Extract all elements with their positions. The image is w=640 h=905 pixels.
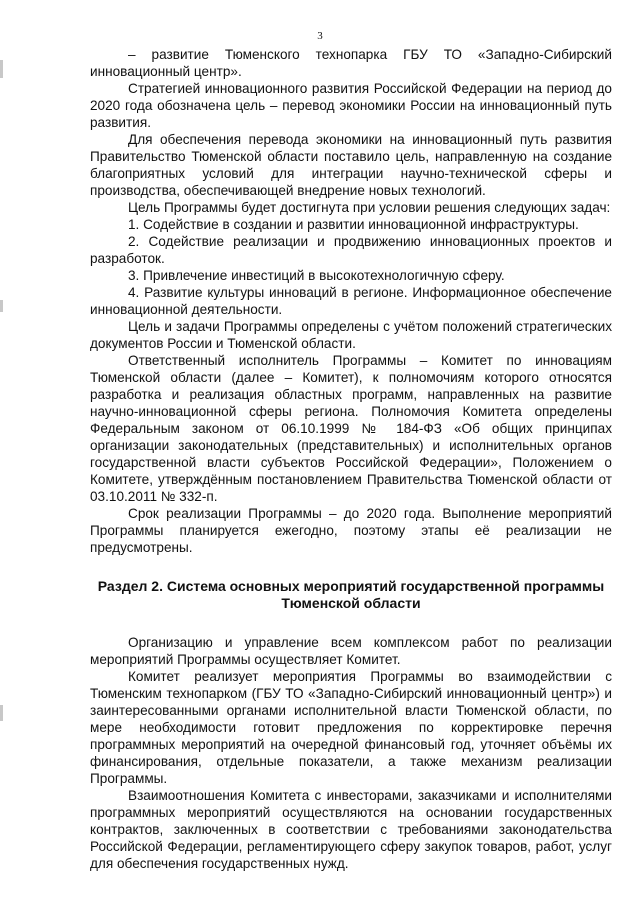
list-item: 2. Содействие реализации и продвижению инновационных проектов и разработок. [90, 234, 612, 266]
paragraph: – развитие Тюменского технопарка ГБУ ТО «Западно-Сибирский инновационный центр». [90, 47, 612, 79]
scan-edge-mark [0, 705, 3, 721]
paragraph: Цель и задачи Программы определены с учётом положений стратегических документов России и Тюменской области. [90, 319, 612, 351]
list-item: 1. Содействие в создании и развитии инновационной инфраструктуры. [128, 217, 579, 232]
paragraph: Срок реализации Программы – до 2020 года. Выполнение мероприятий Программы планируется ежегодно, поэтому этапы её реализации не предусмотрены. [90, 506, 612, 555]
scan-edge-mark [0, 300, 3, 312]
paragraph: Комитет реализует мероприятия Программы во взаимодействии с Тюменским технопарком (ГБУ ТО «Западно-Сибирский инновационный центр») и заинтересованными органами исполнительной власти Тюменской области, по мере необходимости готовит предложения по корректировке перечня программных мероприятий на очередной финансовый год, уточняет объёмы их финансирования, отдельные показатели, а также механизм реализации Программы. [90, 669, 612, 786]
paragraph: Ответственный исполнитель Программы – Комитет по инновациям Тюменской области (далее – Комитет), к полномочиям которого относятся разработка и реализация областных программ, направленных на развитие научно-инновационной сферы региона. Полномочия Комитета определены Федеральным законом от 06.10.1999 № 184-ФЗ «Об общих принципах организации законодательных (представительных) и исполнительных органов государственной власти субъектов Российской Федерации», Положением о Комитете, утверждённым постановлением Правительства Тюменской области от 03.10.2011 № 332-п. [90, 353, 612, 504]
paragraph: Цель Программы будет достигнута при условии решения следующих задач: [128, 200, 611, 215]
paragraph: Организацию и управление всем комплексом работ по реализации мероприятий Программы осуществляет Комитет. [90, 635, 612, 667]
list-item: 4. Развитие культуры инноваций в регионе. Информационное обеспечение инновационной деятельности. [90, 285, 612, 317]
document-body [90, 46, 612, 872]
paragraph: Стратегией инновационного развития Российской Федерации на период до 2020 года обозначена цель – перевод экономики России на инновационный путь развития. [90, 81, 612, 130]
page-number: 3 [317, 30, 323, 42]
paragraph: Для обеспечения перевода экономики на инновационный путь развития Правительство Тюменской области поставило цель, направленную на создание благоприятных условий для интеграции научно-технической сферы и производства, обеспечивающей внедрение новых технологий. [90, 132, 612, 198]
section-heading: Раздел 2. Система основных мероприятий государственной программы Тюменской области [97, 578, 605, 611]
scan-edge-mark [0, 60, 3, 78]
list-item: 3. Привлечение инвестиций в высокотехнологичную сферу. [128, 268, 505, 283]
paragraph: Взаимоотношения Комитета с инвесторами, заказчиками и исполнителями программных мероприятий осуществляются на основании государственных контрактов, заключенных в соответствии с требованиями законодательства Российской Федерации, регламентирующего сферу закупок товаров, работ, услуг для обеспечения государственных нужд. [90, 788, 612, 871]
